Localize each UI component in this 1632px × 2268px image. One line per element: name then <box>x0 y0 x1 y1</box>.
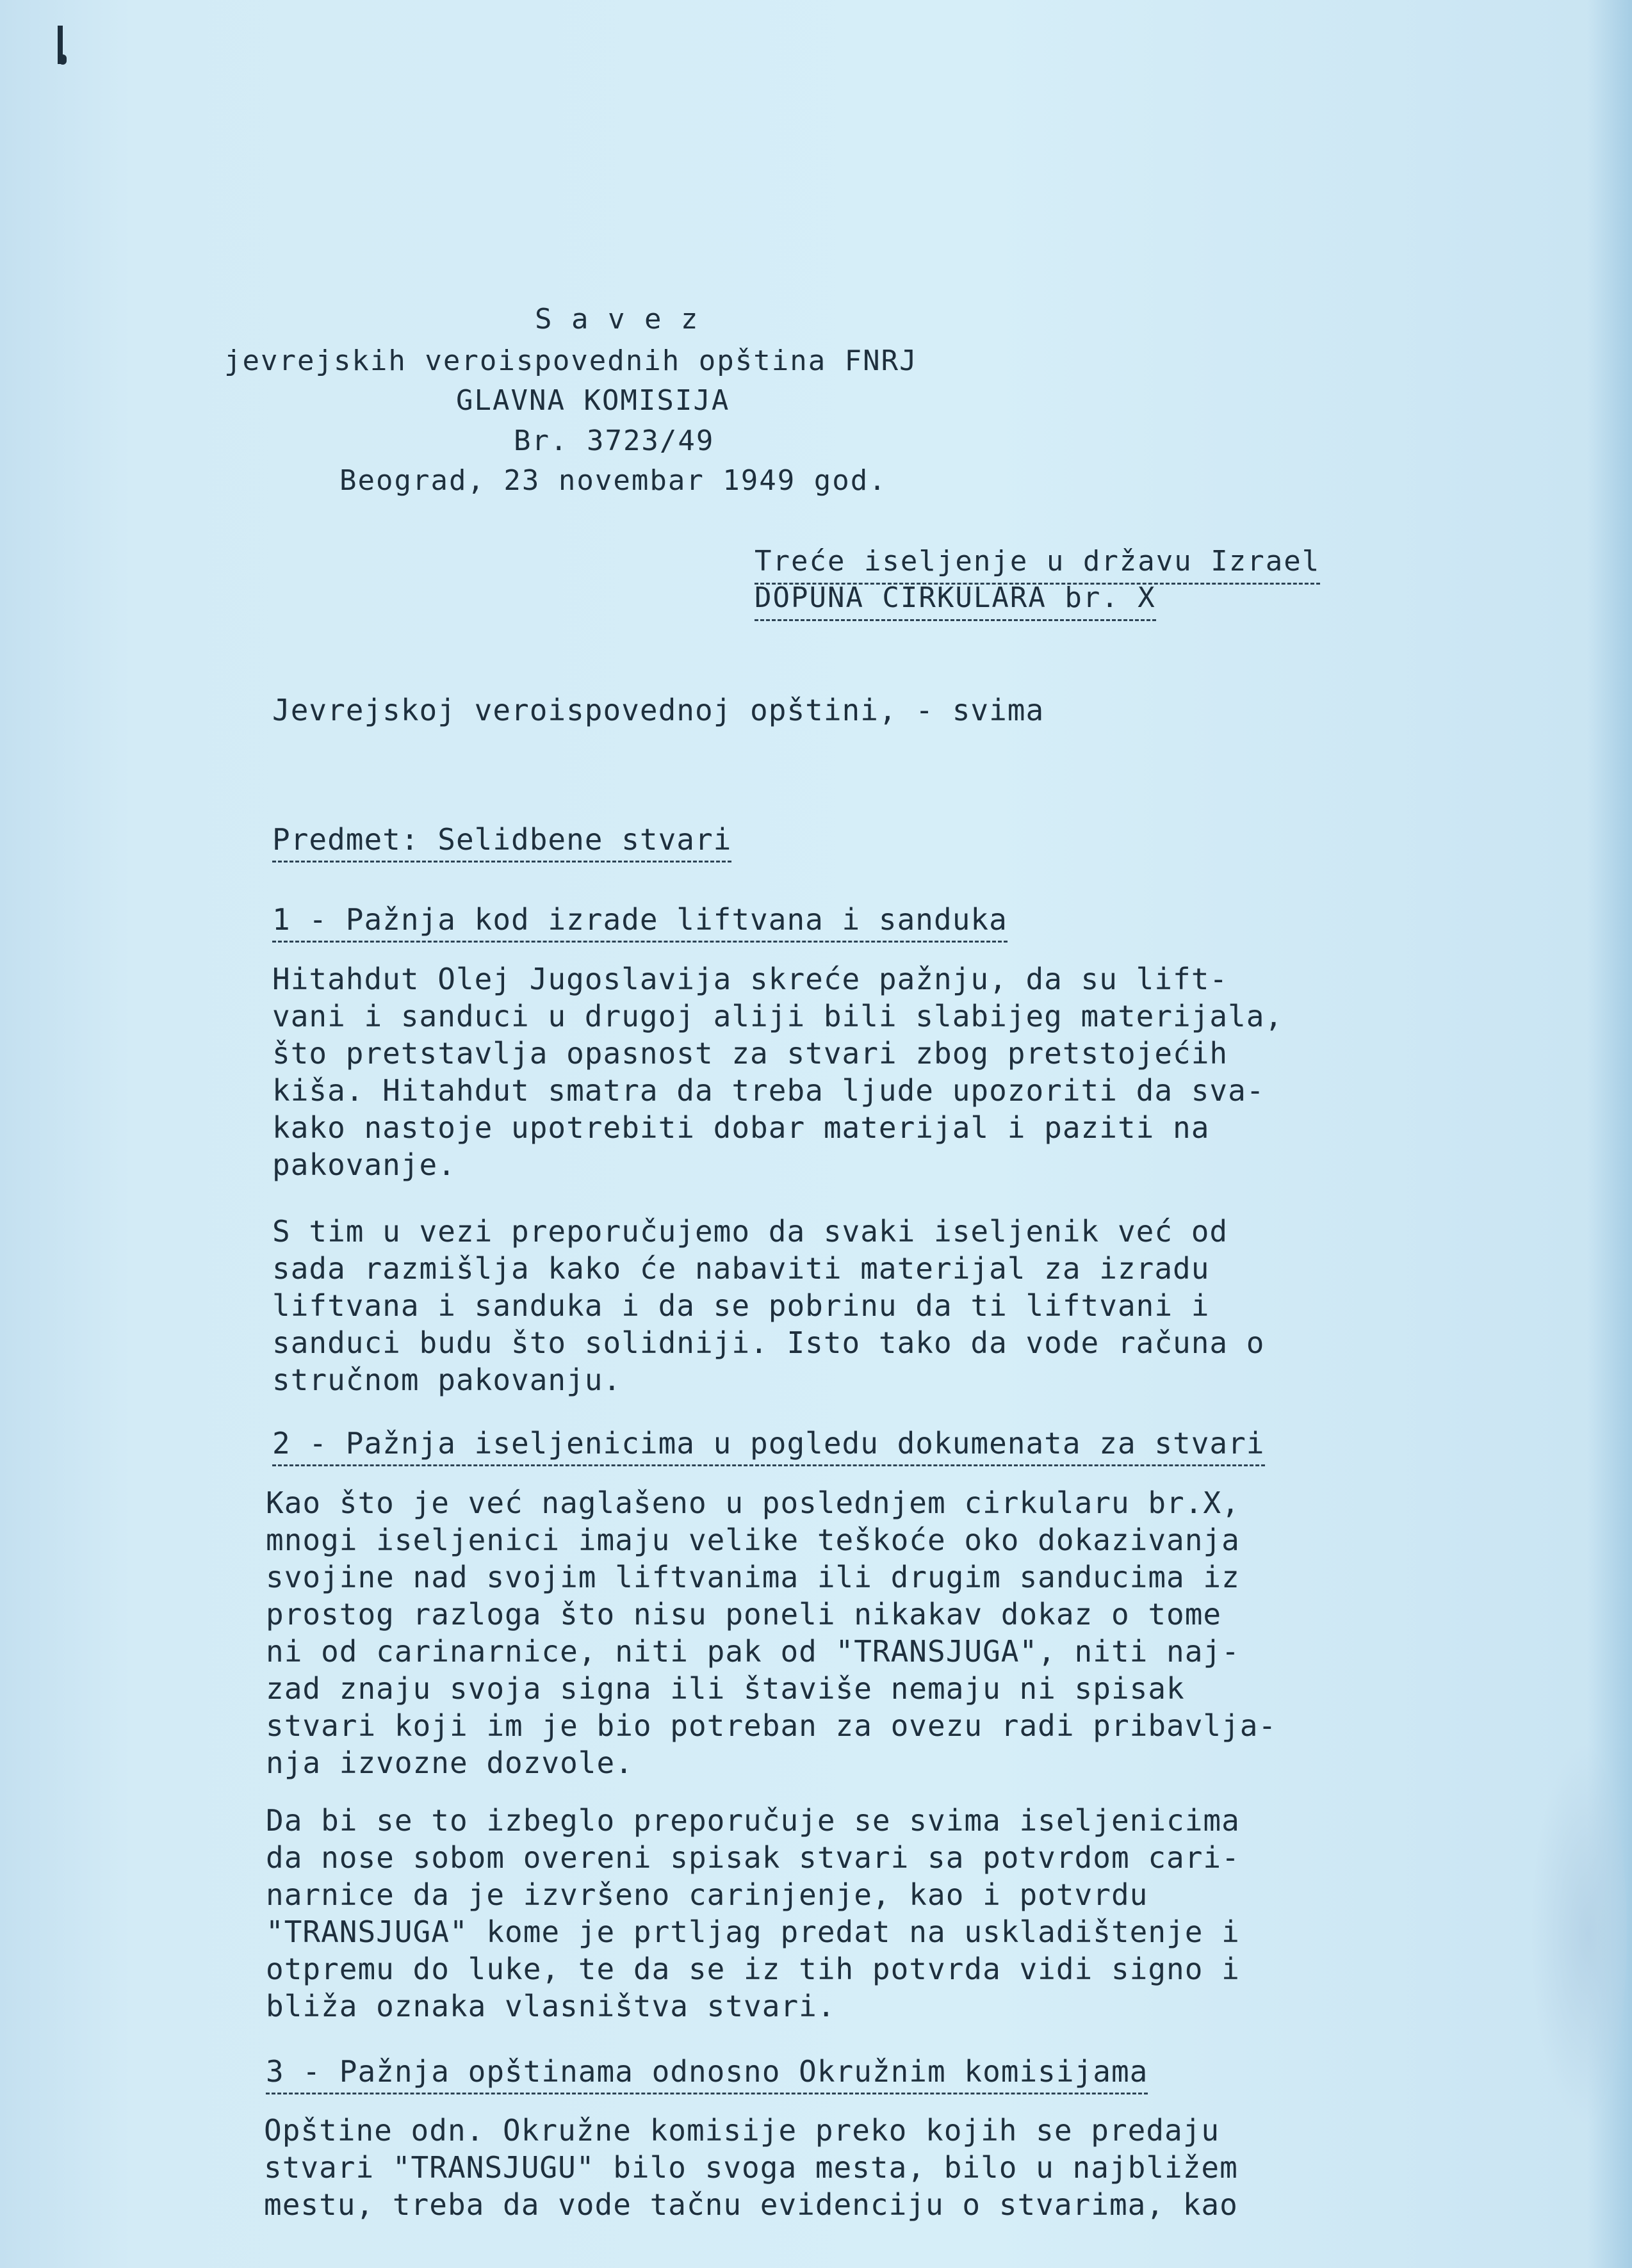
section-2-heading: 2 - Pažnja iseljenicima u pogledu dokumenata za stvari <box>272 1425 1265 1466</box>
place-and-date: Beograd, 23 novembar 1949 god. <box>339 464 887 497</box>
text-line: stvari koji im je bio potreban za ovezu radi pribavlja- <box>266 1708 1277 1743</box>
text-line: Hitahdut Olej Jugoslavija skreće pažnju, da su lift- <box>272 962 1228 996</box>
section-3-heading: 3 - Pažnja opštinama odnosno Okružnim komisijama <box>266 2053 1148 2094</box>
text-line: ni od carinarnice, niti pak od "TRANSJUGA", niti naj- <box>266 1634 1240 1669</box>
org-name-line-1: S a v e z <box>535 303 699 336</box>
addressee: Jevrejskoj veroispovednoj opštini, - svima <box>272 693 1045 727</box>
text-line: "TRANSJUGA" kome je prtljag predat na uskladištenje i <box>266 1915 1240 1949</box>
text-line: svojine nad svojim liftvanima ili drugim sanducima iz <box>266 1560 1240 1594</box>
text-line: otpremu do luke, te da se iz tih potvrda vidi signo i <box>266 1952 1240 1986</box>
text-line: Opštine odn. Okružne komisije preko kojih se predaju <box>264 2113 1220 2148</box>
section-1-heading: 1 - Pažnja kod izrade liftvana i sanduka <box>272 901 1008 943</box>
text-line: bliža oznaka vlasništva stvari. <box>266 1989 836 2023</box>
text-line: mestu, treba da vode tačnu evidenciju o stvarima, kao <box>264 2187 1238 2222</box>
text-line: liftvana i sanduka i da se pobrinu da ti liftvani i <box>272 1288 1210 1323</box>
text-line: sanduci budu što solidniji. Isto tako da vode računa o <box>272 1325 1265 1360</box>
org-name-line-2: jevrejskih veroispovednih opština FNRJ <box>224 344 918 377</box>
subject-line: Predmet: Selidbene stvari <box>272 821 731 863</box>
text-line: da nose sobom overeni spisak stvari sa potvrdom cari- <box>266 1840 1240 1875</box>
text-line: što pretstavlja opasnost za stvari zbog pretstojećih <box>272 1036 1228 1071</box>
text-line: prostog razloga što nisu poneli nikakav dokaz o tome <box>266 1597 1222 1632</box>
text-line: stvari "TRANSJUGU" bilo svoga mesta, bilo u najbližem <box>264 2150 1238 2185</box>
text-line: vani i sanduci u drugoj aliji bili slabijeg materijala, <box>272 999 1284 1033</box>
document-number: Br. 3723/49 <box>514 425 715 457</box>
text-line: S tim u vezi preporučujemo da svaki iseljenik već od <box>272 1214 1228 1249</box>
text-line: pakovanje. <box>272 1147 456 1182</box>
commission-name: GLAVNA KOMISIJA <box>456 384 730 417</box>
text-line: Kao što je već naglašeno u poslednjem cirkularu br.X, <box>266 1486 1240 1520</box>
text-line: Da bi se to izbeglo preporučuje se svima iseljenicima <box>266 1803 1240 1838</box>
text-line: kako nastoje upotrebiti dobar materijal i paziti na <box>272 1110 1210 1145</box>
text-line: mnogi iseljenici imaju velike teškoće oko dokazivanja <box>266 1523 1240 1557</box>
staple-mark-tail <box>59 54 67 65</box>
reference-line-2: DOPUNA CIRKULARA br. X <box>755 579 1156 621</box>
reference-line-1: Treće iseljenje u državu Izrael <box>755 543 1320 585</box>
text-line: kiša. Hitahdut smatra da treba ljude upozoriti da sva- <box>272 1073 1265 1108</box>
water-stain <box>1531 1742 1627 2126</box>
text-line: narnice da je izvršeno carinjenje, kao i potvrdu <box>266 1877 1148 1912</box>
text-line: zad znaju svoja signa ili štaviše nemaju ni spisak <box>266 1671 1185 1706</box>
text-line: stručnom pakovanju. <box>272 1363 622 1397</box>
text-line: nja izvozne dozvole. <box>266 1746 633 1780</box>
text-line: sada razmišlja kako će nabaviti materijal za izradu <box>272 1251 1210 1286</box>
